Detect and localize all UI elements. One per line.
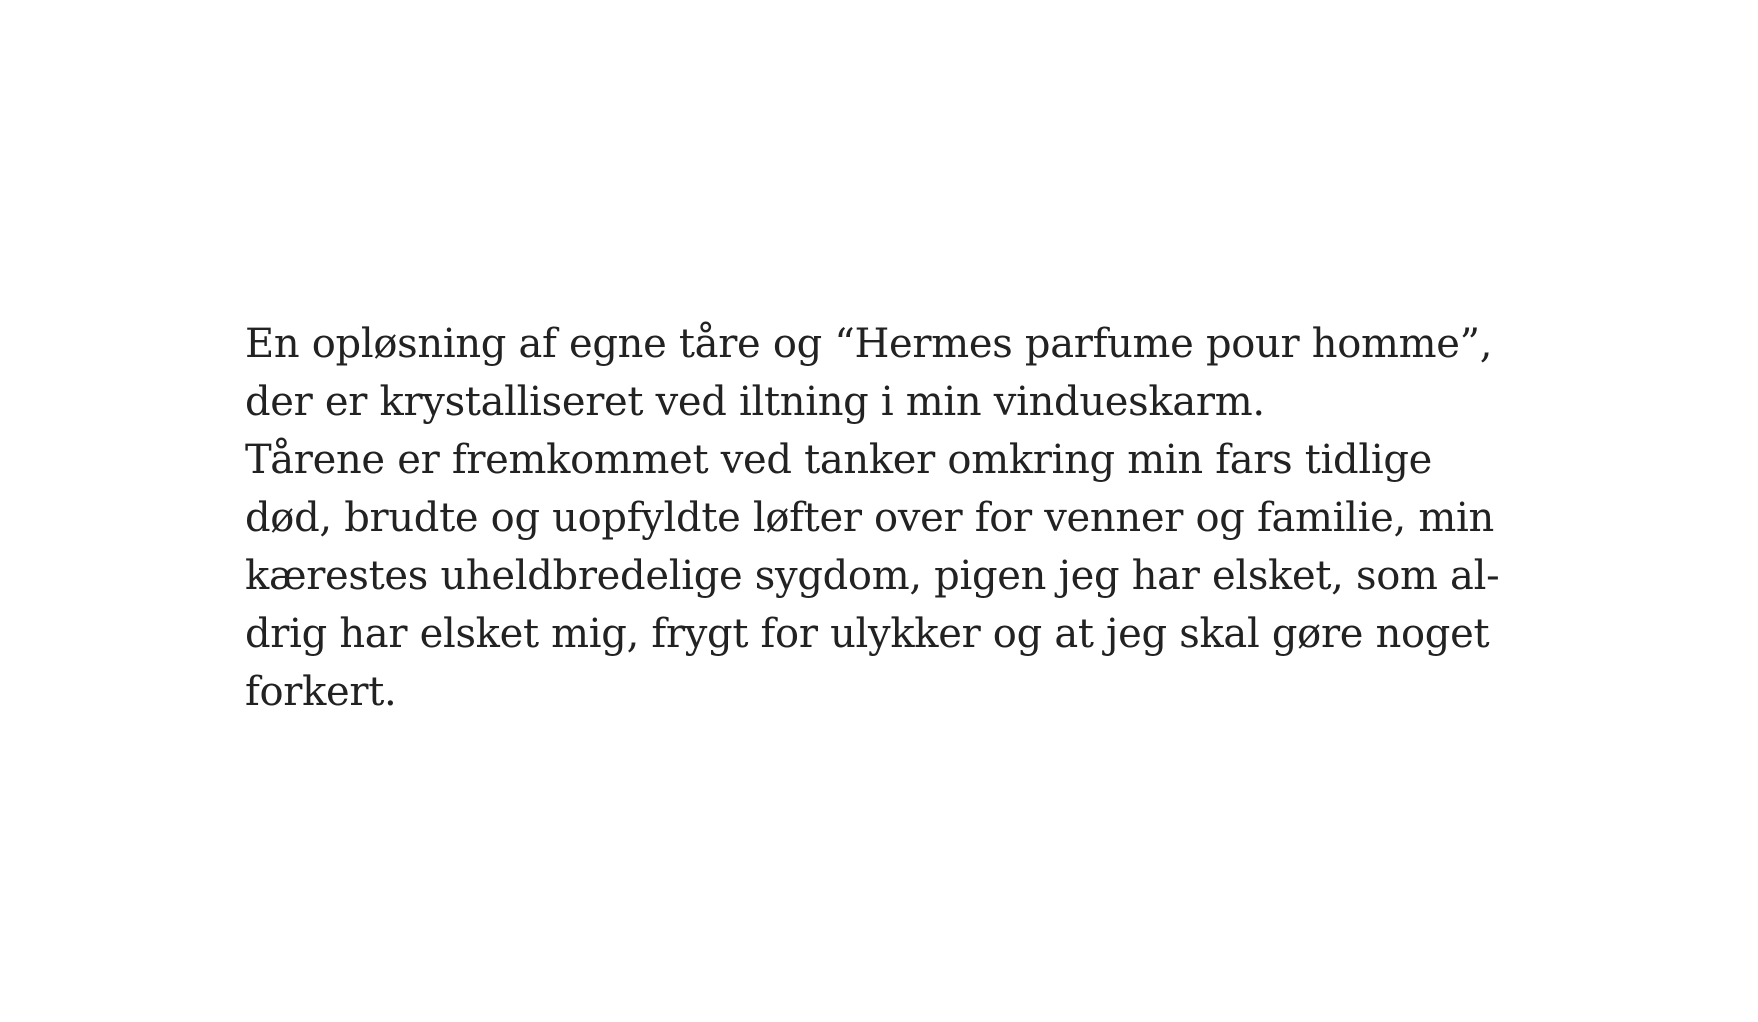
paragraph-line-7: forkert. — [245, 669, 397, 715]
paragraph-line-4: død, brudte og uopfyldte løfter over for venner og familie, min — [245, 495, 1494, 541]
paragraph-line-3: Tårene er fremkommet ved tanker omkring min fars tidlige — [245, 437, 1433, 483]
paragraph-line-5: kærestes uheldbredelige sygdom, pigen jeg har elsket, som al- — [245, 553, 1500, 599]
paragraph-line-1: En opløsning af egne tåre og “Hermes parfume pour homme”, — [245, 321, 1493, 367]
paragraph-line-2: der er krystalliseret ved iltning i min vindueskarm. — [245, 379, 1265, 425]
body-paragraph — [245, 315, 1545, 721]
paragraph-line-6: drig har elsket mig, frygt for ulykker og at jeg skal gøre noget — [245, 611, 1490, 657]
